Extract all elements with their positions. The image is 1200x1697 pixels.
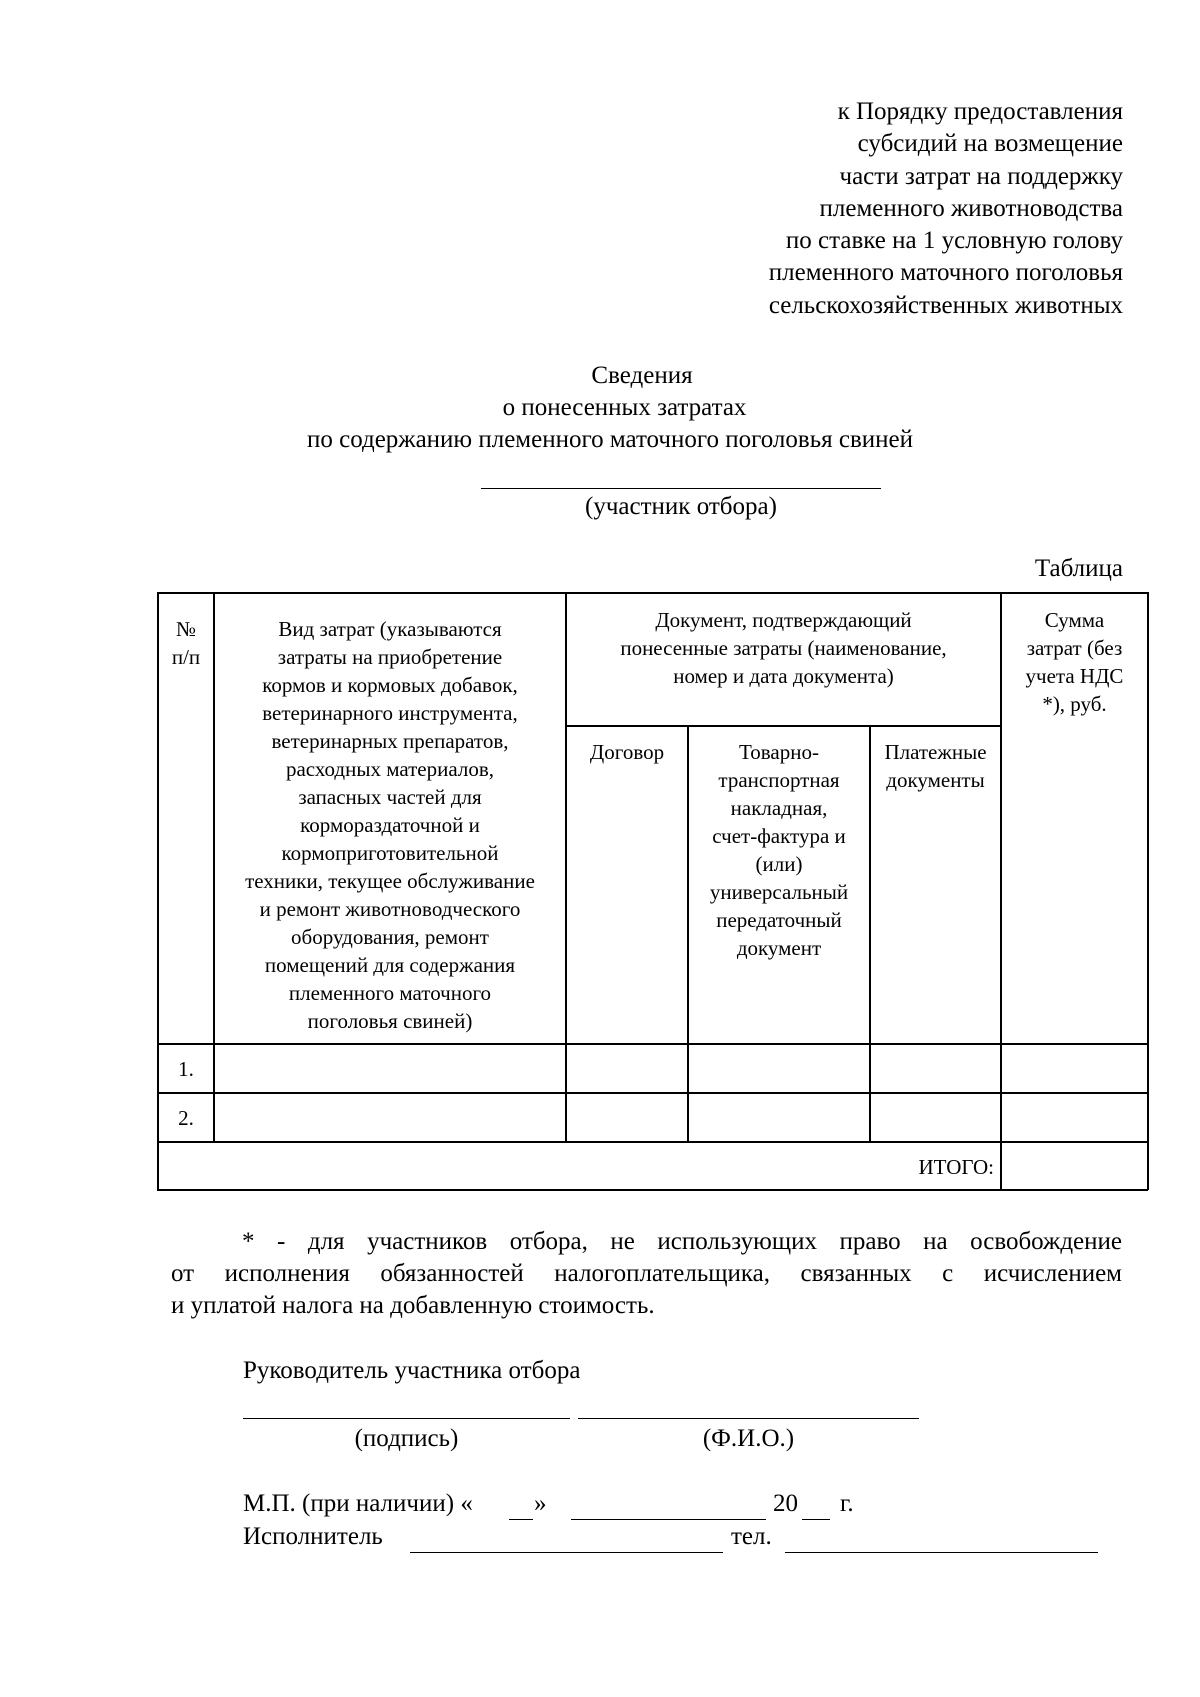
header-text: затрат (без <box>1026 636 1123 660</box>
year-prefix: 20 <box>773 1490 798 1517</box>
appendix-line: племенного маточного поголовья <box>768 259 1123 287</box>
seal-quote-close: » <box>534 1490 547 1517</box>
document-title: Сведения <box>591 362 693 389</box>
header-text: учета НДС <box>1025 664 1124 688</box>
appendix-line: племенного животноводства <box>819 194 1123 222</box>
header-text: Сумма <box>1044 608 1105 632</box>
header-num <box>158 615 214 671</box>
document-subtitle: по содержанию племенного маточного поголовья свиней <box>306 426 913 453</box>
seal-prefix: М.П. (при наличии) « <box>243 1490 473 1517</box>
row-number: 1. <box>178 1057 194 1081</box>
header-text: Договор <box>589 740 665 764</box>
header-text: техники, текущее обслуживание <box>245 869 535 893</box>
table-label: Таблица <box>1034 555 1123 582</box>
header-text: п/п <box>171 645 201 669</box>
footnote <box>171 1226 1122 1322</box>
executor-field[interactable] <box>410 1552 723 1553</box>
appendix-reference <box>523 96 1123 322</box>
header-sum <box>1001 606 1148 718</box>
full-name-field[interactable] <box>578 1418 919 1419</box>
name-caption: (Ф.И.О.) <box>702 1425 795 1452</box>
header-text: *), руб. <box>1042 692 1107 716</box>
appendix-line: к Порядку предоставления <box>837 98 1123 125</box>
header-text: поголовья свиней) <box>307 1009 473 1033</box>
header-text: ветеринарных препаратов, <box>271 729 509 753</box>
header-text: и ремонт животноводческого <box>259 897 521 921</box>
header-text: передаточный <box>716 908 842 932</box>
row-number: 2. <box>178 1106 194 1130</box>
appendix-line: сельскохозяйственных животных <box>768 291 1123 319</box>
header-text: ветеринарного инструмента, <box>262 701 518 725</box>
header-text: племенного маточного <box>288 981 492 1005</box>
header-text: номер и дата документа) <box>673 664 894 688</box>
header-text: (или) <box>755 852 803 876</box>
table-border <box>157 592 159 1190</box>
header-text: Документ, подтверждающий <box>655 608 912 632</box>
document-heading <box>0 360 1200 456</box>
total-label: ИТОГО: <box>918 1155 994 1179</box>
month-field[interactable] <box>571 1519 766 1520</box>
phone-field[interactable] <box>785 1552 1098 1553</box>
header-text: кормораздаточной и <box>300 813 480 837</box>
header-text: оборудования, ремонт <box>291 925 489 949</box>
executor-label: Исполнитель <box>243 1523 383 1550</box>
header-text: Товарно- <box>739 740 819 764</box>
signature-caption: (подпись) <box>354 1425 459 1452</box>
header-text: понесенные затраты (наименование, <box>620 636 947 660</box>
subheader-contract <box>566 738 688 766</box>
footnote-line: и уплатой налога на добавленную стоимость. <box>171 1292 655 1319</box>
header-text: транспортная <box>718 768 840 792</box>
subheader-waybill <box>688 738 870 962</box>
header-text: Вид затрат (указываются <box>278 617 502 641</box>
appendix-line: по ставке на 1 условную голову <box>785 227 1123 255</box>
document-subtitle: о понесенных затратах <box>502 394 747 421</box>
header-text: кормоприготовительной <box>281 841 499 865</box>
appendix-line: субсидий на возмещение <box>857 130 1123 158</box>
head-label: Руководитель участника отбора <box>243 1357 581 1384</box>
signature-field[interactable] <box>243 1418 570 1419</box>
header-text: накладная, <box>730 796 828 820</box>
participant-caption: (участник отбора) <box>585 493 777 520</box>
header-text: расходных материалов, <box>285 757 495 781</box>
year-field[interactable] <box>802 1519 830 1520</box>
appendix-line: части затрат на поддержку <box>839 162 1123 190</box>
header-text: запасных частей для <box>298 785 482 809</box>
header-text: кормов и кормовых добавок, <box>262 673 518 697</box>
header-text: Платежные <box>884 740 987 764</box>
table-rule <box>566 725 1001 727</box>
header-text: затраты на приобретение <box>277 645 503 669</box>
header-document <box>566 606 1001 690</box>
phone-label: тел. <box>731 1523 772 1550</box>
header-text: № <box>175 617 197 641</box>
day-field[interactable] <box>509 1519 533 1520</box>
header-text: документ <box>736 936 822 960</box>
header-text: документы <box>886 768 985 792</box>
header-text: универсальный <box>709 880 849 904</box>
header-text: счет-фактура и <box>712 824 846 848</box>
footnote-line: от исполнения обязанностей налогоплательщика, связанных с исчислением <box>171 1260 1122 1287</box>
year-suffix: г. <box>840 1490 854 1517</box>
header-text: помещений для содержания <box>264 953 516 977</box>
footnote-line: * - для участников отбора, не использующих право на освобождение <box>242 1228 1122 1255</box>
header-expense-type <box>214 615 566 1035</box>
participant-name-field[interactable] <box>481 488 881 489</box>
subheader-payment <box>870 738 1001 794</box>
